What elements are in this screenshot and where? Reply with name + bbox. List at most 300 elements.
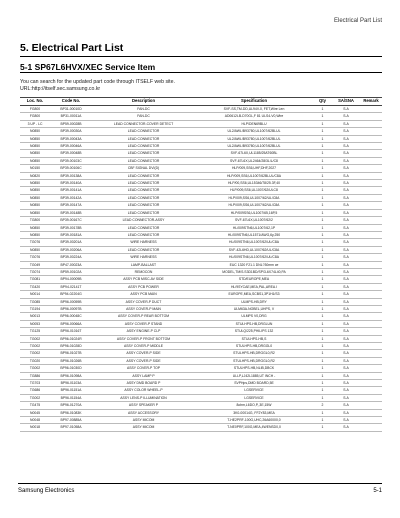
cell-specification: HL/009STN6,UL1007/62/UL/C8A: [195, 254, 313, 261]
cell-sa-sna: S.A: [332, 343, 360, 350]
parts-table-body: [20, 106, 382, 432]
cell-loc: FG800: [20, 106, 50, 113]
cell-qty: 1: [313, 106, 332, 113]
cell-sa-sna: S.A: [332, 298, 360, 305]
cell-specification: EUC 1320 F21.1 DNL?30mm ce: [195, 261, 313, 268]
cell-qty: 1: [313, 113, 332, 120]
table-row: [20, 150, 382, 157]
cell-sa-sna: S.A: [332, 424, 360, 431]
cell-description: ASSY PCB MISC-AV SIDE: [92, 276, 195, 283]
cell-code: BP39-00103C: [50, 157, 92, 164]
cell-code: BP39-00147A: [50, 202, 92, 209]
cell-remark: [360, 194, 382, 201]
cell-specification: STULHPS-HB,DRGGL0,R2: [195, 357, 313, 364]
cell-sa-sna: S.A: [332, 239, 360, 246]
cell-qty: 1: [313, 387, 332, 394]
cell-loc: TG686: [20, 387, 50, 394]
cell-specification: STULHPS-HB,S: [195, 335, 313, 342]
cell-loc: TG002: [20, 365, 50, 372]
parts-table: [20, 97, 382, 432]
cell-specification: SVF-SS,TM-DD,UL94V-0, FET,Wire Len: [195, 106, 313, 113]
cell-remark: [360, 150, 382, 157]
cell-code: BP96-01026B: [50, 357, 92, 364]
cell-specification: UL2/AWL/B93780,UL1007/62BLUL: [195, 135, 313, 142]
cell-loc: N0850: [20, 246, 50, 253]
cell-specification: SVF-67L6X,UL2464/28/3L/L/C8: [195, 157, 313, 164]
cell-description: LEAD CONNECTOR: [92, 224, 195, 231]
cell-description: LEAD CONNECTOR: [92, 202, 195, 209]
cell-code: BP39-00224A: [50, 254, 92, 261]
cell-code: BP39-00030A: [50, 128, 92, 135]
cell-code: BP31-00010D: [50, 106, 92, 113]
cell-description: FAN-DC: [92, 113, 195, 120]
cell-description: LEAD CONNECTOR: [92, 157, 195, 164]
cell-description: ASSY LAMP P: [92, 372, 195, 379]
table-row: [20, 106, 382, 113]
cell-qty: 1: [313, 180, 332, 187]
footer-page-number: 5-1: [373, 488, 382, 494]
cell-code: BP39-00138A: [50, 172, 92, 179]
cell-qty: 1: [313, 305, 332, 312]
cell-description: LEAD CONNECTOR: [92, 143, 195, 150]
cell-specification: HLP/009,SS6,UL1007/62BLUL/C8A: [195, 172, 313, 179]
cell-specification: STULQ/225,PHILIPS 132: [195, 328, 313, 335]
cell-loc: TG002: [20, 394, 50, 401]
cell-sa-sna: S.A: [332, 335, 360, 342]
cell-description: LEAD CONNECTOR: [92, 150, 195, 157]
cell-loc: N0850: [20, 150, 50, 157]
col-header-description: Description: [92, 98, 195, 106]
cell-remark: [360, 254, 382, 261]
cell-sa-sna: S.A: [332, 187, 360, 194]
col-header-sa-sna: SA/SNA: [332, 98, 360, 106]
cell-loc: TG703: [20, 380, 50, 387]
cell-sa-sna: S.A: [332, 172, 360, 179]
cell-loc: TG800: [20, 217, 50, 224]
cell-qty: 1: [313, 209, 332, 216]
cell-description: LEAD CONNECTOR: [92, 209, 195, 216]
cell-sa-sna: S.A: [332, 209, 360, 216]
cell-description: LEAD CONNECTOR: [92, 194, 195, 201]
table-row: [20, 313, 382, 320]
cell-description: ASSY LENS-P ILLUMINATION: [92, 394, 195, 401]
cell-specification: STULHPS-HB,NLIB,DBCK: [195, 365, 313, 372]
cell-code: BP96-00059B: [50, 298, 92, 305]
cell-qty: 1: [313, 143, 332, 150]
cell-loc: TG002: [20, 335, 50, 342]
cell-code: BP96-01016T: [50, 328, 92, 335]
cell-remark: [360, 305, 382, 312]
col-header-specification: Specification: [195, 98, 313, 106]
cell-sa-sna: S.A: [332, 157, 360, 164]
cell-remark: [360, 120, 382, 127]
table-row: [20, 202, 382, 209]
cell-qty: 1: [313, 424, 332, 431]
cell-sa-sna: S.A: [332, 231, 360, 238]
cell-code: BP96-01024R: [50, 335, 92, 342]
cell-specification: HL/9SYCAE,MEA,PAL,AREA.I: [195, 283, 313, 290]
cell-qty: 1: [313, 276, 332, 283]
table-row: [20, 180, 382, 187]
cell-qty: 1: [313, 239, 332, 246]
col-header-qty: Qty: [313, 98, 332, 106]
cell-loc: TG076: [20, 254, 50, 261]
cell-specification: 3K0-00014G, FF2Y83,MEA: [195, 409, 313, 416]
cell-loc: N0850: [20, 157, 50, 164]
cell-description: ASSY PCB POWER: [92, 283, 195, 290]
cell-loc: N0045: [20, 409, 50, 416]
cell-remark: [360, 187, 382, 194]
cell-remark: [360, 424, 382, 431]
cell-specification: HLP/009,SS6,UL1007/62/UL/C8A: [195, 194, 313, 201]
cell-loc: TG074: [20, 268, 50, 275]
cell-remark: [360, 350, 382, 357]
cell-specification: HLP/009,SS6,UL1007/62/UL/C8A: [195, 202, 313, 209]
table-row: [20, 424, 382, 431]
cell-code: BP96-01098A: [50, 372, 92, 379]
table-row: [20, 320, 382, 327]
cell-description: LEAD CONNECTOR-ASSY: [92, 217, 195, 224]
cell-sa-sna: S.A: [332, 402, 360, 409]
cell-remark: [360, 143, 382, 150]
table-row: [20, 402, 382, 409]
cell-qty: 1: [313, 172, 332, 179]
cell-qty: 1: [313, 394, 332, 401]
cell-sa-sna: S.A: [332, 350, 360, 357]
cell-remark: [360, 372, 382, 379]
cell-sa-sna: S.A: [332, 357, 360, 364]
cell-code: BP96-01270A: [50, 402, 92, 409]
cell-remark: [360, 387, 382, 394]
cell-loc: TG085: [20, 298, 50, 305]
cell-specification: HLP/009,SS6,UHF,DHF,2027: [195, 165, 313, 172]
cell-sa-sna: S.A: [332, 283, 360, 290]
cell-qty: 1: [313, 343, 332, 350]
section-subtitle: 5-1 SP67L6HVX/XEC Service Item: [20, 62, 156, 72]
table-row: [20, 372, 382, 379]
cell-remark: [360, 239, 382, 246]
cell-description: ASSY COVER-P REAR BOTTOM: [92, 313, 195, 320]
cell-code: BP39-00140A: [50, 180, 92, 187]
cell-code: BP39-00167C: [50, 217, 92, 224]
cell-description: LEAD CONNECTOR-COVER DETECT: [92, 120, 195, 127]
cell-code: BP39-00141A: [50, 187, 92, 194]
table-row: [20, 246, 382, 253]
table-row: [20, 120, 382, 127]
cell-sa-sna: S.A: [332, 409, 360, 416]
cell-description: ASSY COVER-P MAIN: [92, 305, 195, 312]
cell-code: BP39-00178B: [50, 224, 92, 231]
cell-remark: [360, 128, 382, 135]
cell-loc: TG049: [20, 261, 50, 268]
cell-loc: 3 UP - LC: [20, 120, 50, 127]
cell-remark: [360, 157, 382, 164]
cell-specification: SVF-67L6X,UL1007/62/2: [195, 217, 313, 224]
cell-sa-sna: S.A: [332, 143, 360, 150]
table-row: [20, 194, 382, 201]
cell-description: LEAD CONNECTOR: [92, 180, 195, 187]
cell-specification: ULMPS V0,DRG: [195, 313, 313, 320]
cell-qty: 1: [313, 268, 332, 275]
table-row: [20, 268, 382, 275]
footer-company: Samsung Electronics: [18, 488, 75, 494]
section-title: 5. Electrical Part List: [20, 42, 124, 54]
table-row: [20, 113, 382, 120]
cell-remark: [360, 291, 382, 298]
cell-code: BP97-00885A: [50, 417, 92, 424]
cell-specification: LGSERVICE: [195, 394, 313, 401]
cell-loc: N0850: [20, 180, 50, 187]
cell-remark: [360, 320, 382, 327]
cell-sa-sna: S.A: [332, 268, 360, 275]
cell-qty: 1: [313, 254, 332, 261]
cell-remark: [360, 335, 382, 342]
cell-sa-sna: S.A: [332, 150, 360, 157]
cell-qty: 1: [313, 157, 332, 164]
cell-sa-sna: S.A: [332, 380, 360, 387]
cell-remark: [360, 268, 382, 275]
table-row: [20, 283, 382, 290]
cell-specification: STULHPS-HB,DRGLUN: [195, 320, 313, 327]
cell-remark: [360, 380, 382, 387]
cell-remark: [360, 417, 382, 424]
cell-specification: SVF-67L6X,UL1185/25AT60BL: [195, 150, 313, 157]
cell-remark: [360, 246, 382, 253]
table-row: [20, 231, 382, 238]
subtitle-divider: [20, 72, 382, 73]
cell-loc: N0013: [20, 313, 50, 320]
intro-line-1: You can search for the updated part code through ITSELF web site.: [20, 79, 175, 85]
cell-loc: N0850: [20, 187, 50, 194]
cell-description: ASSY COVER-P SIDE: [92, 350, 195, 357]
cell-specification: UL2/AWL/B93780,UL1007/62BLUL: [195, 128, 313, 135]
cell-sa-sna: S.A: [332, 165, 360, 172]
cell-specification: LGSERVICE: [195, 387, 313, 394]
col-header-remark: Remark: [360, 98, 382, 106]
cell-description: LAMP-BALLAST: [92, 261, 195, 268]
cell-sa-sna: S.A: [332, 372, 360, 379]
cell-qty: 1: [313, 335, 332, 342]
cell-loc: TG194: [20, 305, 50, 312]
cell-qty: 1: [313, 135, 332, 142]
cell-specification: HLP/00,SS6,UL15346/78/25.3F,40: [195, 180, 313, 187]
cell-remark: [360, 217, 382, 224]
cell-code: BP96-01083K: [50, 409, 92, 416]
cell-sa-sna: S.A: [332, 276, 360, 283]
cell-qty: 1: [313, 350, 332, 357]
cell-remark: [360, 180, 382, 187]
cell-loc: N0018: [20, 424, 50, 431]
cell-qty: 1: [313, 298, 332, 305]
cell-code: BP96-00048C: [50, 313, 92, 320]
cell-specification: HLP/009,SS6,UL1007/62/ULC8: [195, 187, 313, 194]
cell-qty: 1: [313, 328, 332, 335]
cell-loc: TG076: [20, 239, 50, 246]
cell-code: BP39-00106C: [50, 165, 92, 172]
cell-code: BP96-01154A: [50, 394, 92, 401]
cell-loc: N0850: [20, 209, 50, 216]
cell-qty: 2: [313, 402, 332, 409]
cell-code: BP39-00181A: [50, 231, 92, 238]
cell-remark: [360, 328, 382, 335]
cell-specification: ULM63A-NOBEL,UHPS, V: [195, 305, 313, 312]
cell-loc: N0850: [20, 128, 50, 135]
cell-description: LEAD CONNECTOR: [92, 128, 195, 135]
cell-description: ASSY ENGINE-P CLP: [92, 328, 195, 335]
cell-qty: 1: [313, 150, 332, 157]
cell-specification: T-HE2PRF-100G,UHC,26A60000,0: [195, 417, 313, 424]
intro-text: [20, 79, 175, 93]
cell-specification: MODEL,TM/S.S3D1BD/SP/3-6X74L40,PA: [195, 268, 313, 275]
cell-loc: N0150: [20, 165, 50, 172]
cell-loc: N0053: [20, 320, 50, 327]
cell-specification: STULHPS-HB,DRGGL0,R2: [195, 350, 313, 357]
cell-sa-sna: S.A: [332, 180, 360, 187]
cell-sa-sna: S.A: [332, 135, 360, 142]
cell-specification: UL2/AWL/B93780,UL1007/62BLUL: [195, 143, 313, 150]
cell-specification: SVPHps,DMD BOARD,5E: [195, 380, 313, 387]
cell-loc: N0850: [20, 231, 50, 238]
cell-loc: FG800: [20, 113, 50, 120]
cell-description: LEAD CONNECTOR: [92, 231, 195, 238]
table-row: [20, 335, 382, 342]
cell-qty: 1: [313, 202, 332, 209]
cell-specification: HL/009STN6,UL1007/62/UL/C8A: [195, 239, 313, 246]
cell-code: BP39-00206A: [50, 246, 92, 253]
cell-remark: [360, 298, 382, 305]
cell-qty: 1: [313, 187, 332, 194]
cell-remark: [360, 106, 382, 113]
cell-qty: 1: [313, 217, 332, 224]
cell-description: LEAD CONNECTOR: [92, 172, 195, 179]
cell-sa-sna: S.A: [332, 113, 360, 120]
table-row: [20, 254, 382, 261]
cell-sa-sna: S.A: [332, 365, 360, 372]
cell-code: BP59-00028B: [50, 120, 92, 127]
cell-code: BP94-02204G: [50, 291, 92, 298]
table-row: [20, 365, 382, 372]
cell-qty: 1: [313, 231, 332, 238]
table-row: [20, 157, 382, 164]
cell-qty: 1: [313, 313, 332, 320]
cell-remark: [360, 261, 382, 268]
table-row: [20, 217, 382, 224]
table-row: [20, 224, 382, 231]
cell-specification: T-NE0PRF,100G,MEA,4WENSD0,0: [195, 424, 313, 431]
cell-code: BP96-01151A: [50, 387, 92, 394]
cell-code: BP96-01103A: [50, 380, 92, 387]
cell-code: BP31-00011A: [50, 113, 92, 120]
table-row: [20, 276, 382, 283]
cell-code: BP94-00009B: [50, 276, 92, 283]
cell-specification: STD/EUROPE,MEA: [195, 276, 313, 283]
cell-qty: 1: [313, 224, 332, 231]
cell-qty: 1: [313, 357, 332, 364]
cell-qty: 1: [313, 128, 332, 135]
cell-specification: ULLP,LJ42L1885,UT INCH -: [195, 372, 313, 379]
cell-specification: ULMPS-HB,DRY: [195, 298, 313, 305]
cell-qty: 1: [313, 380, 332, 387]
cell-remark: [360, 172, 382, 179]
cell-description: ASSY SPEAKER P: [92, 402, 195, 409]
cell-qty: 1: [313, 261, 332, 268]
cell-description: ASSY DMD BOARD P: [92, 380, 195, 387]
cell-description: ASSY COVER-P SIDE: [92, 357, 195, 364]
table-row: [20, 417, 382, 424]
cell-sa-sna: S.A: [332, 305, 360, 312]
cell-remark: [360, 135, 382, 142]
cell-code: BP39-00148B: [50, 209, 92, 216]
cell-description: REMOCON: [92, 268, 195, 275]
cell-code: BP39-00048B: [50, 150, 92, 157]
cell-description: ASSY COVER-P TOP: [92, 365, 195, 372]
cell-sa-sna: S.A: [332, 217, 360, 224]
cell-code: BP39-00046A: [50, 143, 92, 150]
cell-description: ASSY MICOM: [92, 424, 195, 431]
table-row: [20, 394, 382, 401]
cell-qty: 1: [313, 320, 332, 327]
cell-description: LEAD CONNECTOR: [92, 187, 195, 194]
cell-description: ASSY COVER-P MIDDLE: [92, 343, 195, 350]
cell-code: BP96-01027B: [50, 350, 92, 357]
cell-remark: [360, 402, 382, 409]
cell-sa-sna: S.A: [332, 128, 360, 135]
table-row: [20, 172, 382, 179]
cell-qty: 1: [313, 283, 332, 290]
cell-remark: [360, 343, 382, 350]
col-header-code: Code No.: [50, 98, 92, 106]
cell-specification: EUROPE,MEA,SCBS1,3P1H1/S3: [195, 291, 313, 298]
cell-loc: TG125: [20, 328, 50, 335]
table-row: [20, 409, 382, 416]
cell-sa-sna: S.A: [332, 106, 360, 113]
cell-remark: [360, 283, 382, 290]
cell-loc: N0850: [20, 143, 50, 150]
running-header: Electrical Part List: [333, 18, 382, 24]
cell-remark: [360, 313, 382, 320]
footer-divider: [18, 483, 382, 484]
cell-sa-sna: S.A: [332, 291, 360, 298]
cell-loc: TG020: [20, 357, 50, 364]
cell-loc: N0014: [20, 291, 50, 298]
cell-code: BP39-00043A: [50, 135, 92, 142]
cell-sa-sna: S.A: [332, 387, 360, 394]
cell-remark: [360, 357, 382, 364]
cell-sa-sna: S.A: [332, 224, 360, 231]
cell-description: ASSY COVER-P DUCT: [92, 298, 195, 305]
table-row: [20, 357, 382, 364]
table-row: [20, 165, 382, 172]
cell-code: BP96-00066A: [50, 320, 92, 327]
cell-sa-sna: S.A: [332, 320, 360, 327]
cell-loc: N0820: [20, 172, 50, 179]
cell-description: CBF SIGNAL DVI(D): [92, 165, 195, 172]
table-row: [20, 135, 382, 142]
cell-qty: 1: [313, 372, 332, 379]
cell-specification: AD0612LB-D70GL,F 81 ULS4-V0,Wire: [195, 113, 313, 120]
table-row: [20, 291, 382, 298]
table-row: [20, 239, 382, 246]
cell-code: BP39-00142A: [50, 194, 92, 201]
cell-loc: TG420: [20, 283, 50, 290]
cell-sa-sna: S.A: [332, 254, 360, 261]
cell-remark: [360, 409, 382, 416]
cell-code: BP96-01030D: [50, 365, 92, 372]
cell-specification: STULHPS-HB,DRGGL0: [195, 343, 313, 350]
table-row: [20, 209, 382, 216]
cell-sa-sna: S.A: [332, 313, 360, 320]
cell-remark: [360, 209, 382, 216]
